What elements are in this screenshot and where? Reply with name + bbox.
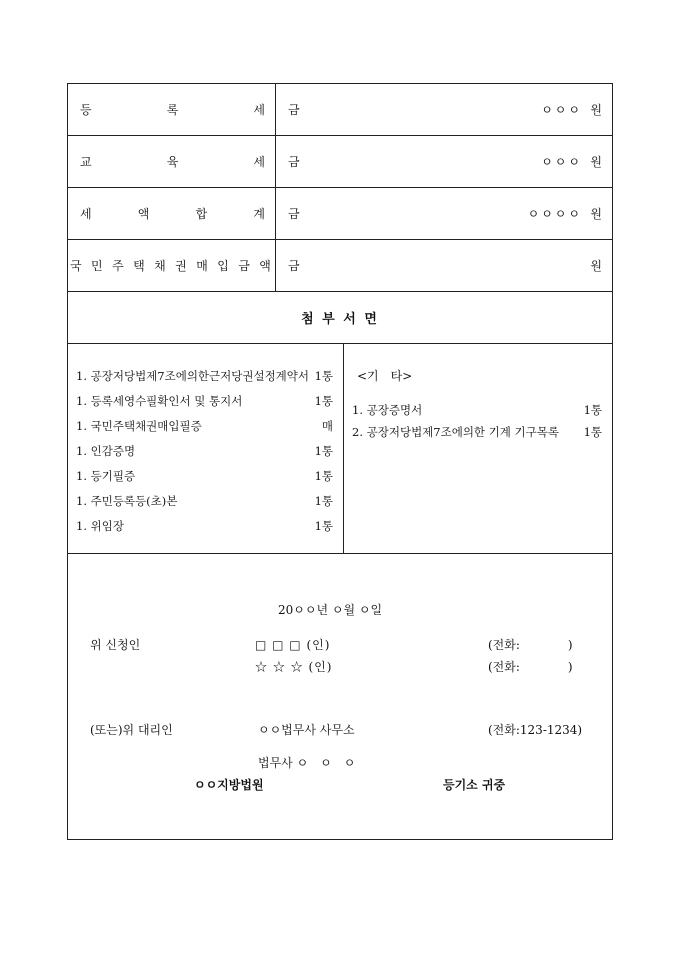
attachments-list bbox=[68, 344, 344, 553]
currency-unit: 원 bbox=[590, 259, 602, 273]
fee-label: 등 록 세 bbox=[68, 84, 276, 135]
applicant-name-1: □ □ □ (인) bbox=[255, 638, 331, 652]
other-title: <기 타> bbox=[357, 369, 413, 383]
agent-label: (또는)위 대리인 bbox=[90, 723, 173, 737]
fee-row-housing-bond bbox=[68, 240, 612, 292]
fee-label: 국 민 주 택 채 권 매 입 금 액 bbox=[68, 240, 276, 291]
money-prefix: 금 bbox=[288, 103, 300, 117]
attachments-header bbox=[68, 292, 612, 344]
list-item: 1. 위임장 1통 bbox=[76, 519, 333, 533]
list-item: 1. 등기필증 1통 bbox=[76, 469, 333, 483]
agent-name: 법무사 ㅇ ㅇ ㅇ bbox=[258, 756, 356, 770]
list-item: 1. 인감증명 1통 bbox=[76, 444, 333, 458]
fee-row-education-tax bbox=[68, 136, 612, 188]
attachments-section bbox=[68, 344, 612, 554]
registry-addressee: 등기소 귀중 bbox=[443, 778, 506, 792]
attachments-title: 첨 부 서 면 bbox=[301, 312, 379, 327]
fee-label: 세 액 합 계 bbox=[68, 188, 276, 239]
fee-row-registration-tax bbox=[68, 84, 612, 136]
fee-label: 교 육 세 bbox=[68, 136, 276, 187]
applicant-phone-2: (전화: ) bbox=[488, 660, 573, 674]
list-item: 1. 주민등록등(초)본 1통 bbox=[76, 494, 333, 508]
fee-amount: ㅇㅇㅇ bbox=[541, 155, 582, 169]
list-item: 1. 국민주택채권매입필증 매 bbox=[76, 419, 333, 433]
filing-date: 20ㅇㅇ년 ㅇ월 ㅇ일 bbox=[278, 603, 383, 617]
list-item: 1. 공장저당법제7조에의한근저당권설정계약서 1통 bbox=[76, 369, 333, 383]
money-prefix: 금 bbox=[288, 155, 300, 169]
currency-unit: 원 bbox=[590, 103, 602, 117]
other-attachments bbox=[344, 344, 612, 573]
fee-amount: ㅇㅇㅇ bbox=[541, 103, 582, 117]
list-item: 2. 공장저당법제7조에의한 기계 기구목록 1통 bbox=[352, 425, 602, 439]
applicant-name-2: ☆ ☆ ☆ (인) bbox=[255, 660, 333, 674]
fee-row-tax-total bbox=[68, 188, 612, 240]
agent-phone: (전화:123-1234) bbox=[488, 723, 583, 737]
applicant-label: 위 신청인 bbox=[90, 638, 141, 652]
list-item: 1. 등록세영수필확인서 및 통지서 1통 bbox=[76, 394, 333, 408]
currency-unit: 원 bbox=[590, 155, 602, 169]
money-prefix: 금 bbox=[288, 207, 300, 221]
fee-amount: ㅇㅇㅇㅇ bbox=[527, 207, 582, 221]
currency-unit: 원 bbox=[590, 207, 602, 221]
money-prefix: 금 bbox=[288, 259, 300, 273]
court-name: ㅇㅇ지방법원 bbox=[194, 778, 264, 792]
signature-section bbox=[68, 554, 612, 839]
applicant-phone-1: (전화: ) bbox=[488, 638, 573, 652]
agent-office: ㅇㅇ법무사 사무소 bbox=[258, 723, 355, 737]
registration-form bbox=[67, 83, 613, 840]
list-item: 1. 공장증명서 1통 bbox=[352, 403, 602, 417]
